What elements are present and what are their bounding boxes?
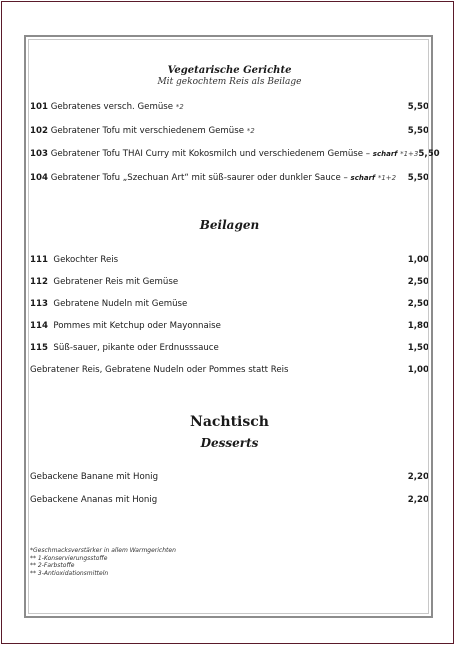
item-spicy-label: scharf xyxy=(350,174,376,182)
item-price: 5,50 xyxy=(407,102,429,112)
vegetarian-title: Vegetarische Gerichte xyxy=(167,65,292,76)
menu-content xyxy=(30,65,440,577)
item-price: 1,50 xyxy=(407,343,429,353)
item-number: 101 xyxy=(30,102,48,112)
menu-item-101 xyxy=(30,102,429,113)
item-price: 5,50 xyxy=(407,126,429,136)
item-name: Gebratene Nudeln mit Gemüse xyxy=(53,299,188,309)
item-number: 112 xyxy=(30,277,48,287)
item-number: 103 xyxy=(30,149,48,159)
item-price: 2,20 xyxy=(407,495,429,505)
item-price: 1,80 xyxy=(407,321,429,331)
item-name: Gebratener Reis mit Gemüse xyxy=(53,277,179,287)
footnote: *Geschmacksverstärker in allem Warmgerichten xyxy=(30,547,176,554)
menu-item-pineapple xyxy=(30,495,429,506)
item-number: 113 xyxy=(30,299,48,309)
menu-item-113 xyxy=(30,299,429,310)
item-number: 104 xyxy=(30,173,48,183)
footnote: ** 1-Konservierungsstoffe xyxy=(30,554,108,562)
menu-item-102 xyxy=(30,126,429,137)
item-name: Gebackene Ananas mit Honig xyxy=(30,495,158,505)
item-name: Gebratener Tofu THAI Curry mit Kokosmilch und verschiedenem Gemüse – xyxy=(50,149,371,159)
item-name: Gebratenes versch. Gemüse xyxy=(50,102,174,112)
item-name: Gebratener Tofu mit verschiedenem Gemüse xyxy=(50,126,244,136)
item-name: Pommes mit Ketchup oder Mayonnaise xyxy=(53,321,221,331)
item-number: 114 xyxy=(30,321,48,331)
menu-item-103 xyxy=(30,149,440,160)
dessert-subtitle: Desserts xyxy=(200,436,259,450)
item-price: 5,50 xyxy=(407,173,429,183)
menu-item-111 xyxy=(30,255,429,266)
item-price: 2,50 xyxy=(407,299,429,309)
menu-item-114 xyxy=(30,321,429,332)
item-note: *2 xyxy=(246,127,255,135)
item-name: Gekochter Reis xyxy=(53,255,119,265)
item-price: 2,50 xyxy=(407,277,429,287)
item-name: Gebratener Tofu „Szechuan Art“ mit süß-saurer oder dunkler Sauce – xyxy=(50,173,348,183)
item-note: *2 xyxy=(175,103,184,111)
menu-frame xyxy=(24,35,440,618)
item-name: Süß-sauer, pikante oder Erdnusssauce xyxy=(53,343,219,353)
item-note: *1+2 xyxy=(377,174,397,182)
vegetarian-subtitle: Mit gekochtem Reis als Beilage xyxy=(157,77,302,87)
item-price: 2,20 xyxy=(407,472,429,482)
item-price: 1,00 xyxy=(407,365,429,375)
item-price: 1,00 xyxy=(407,255,429,265)
sides-title: Beilagen xyxy=(199,218,260,232)
menu-item-112 xyxy=(30,277,429,288)
menu-item-banana xyxy=(30,472,429,483)
item-spicy-label: scharf xyxy=(372,150,398,158)
item-price: 5,50 xyxy=(418,149,440,159)
item-name: Gebackene Banane mit Honig xyxy=(30,472,159,482)
menu-item-104 xyxy=(30,173,429,184)
menu-item-115 xyxy=(30,343,429,354)
item-note: *1+3 xyxy=(400,150,419,158)
footnote: ** 2-Farbstoffe xyxy=(30,562,75,569)
item-number: 115 xyxy=(30,343,48,353)
item-number: 111 xyxy=(30,255,48,265)
dessert-title: Nachtisch xyxy=(190,414,269,430)
footnote: ** 3-Antioxidationsmitteln xyxy=(30,569,109,577)
item-number: 102 xyxy=(30,126,48,136)
item-name: Gebratener Reis, Gebratene Nudeln oder Pommes statt Reis xyxy=(30,365,289,375)
menu-item-side-swap xyxy=(30,365,429,376)
footnotes xyxy=(30,547,429,577)
